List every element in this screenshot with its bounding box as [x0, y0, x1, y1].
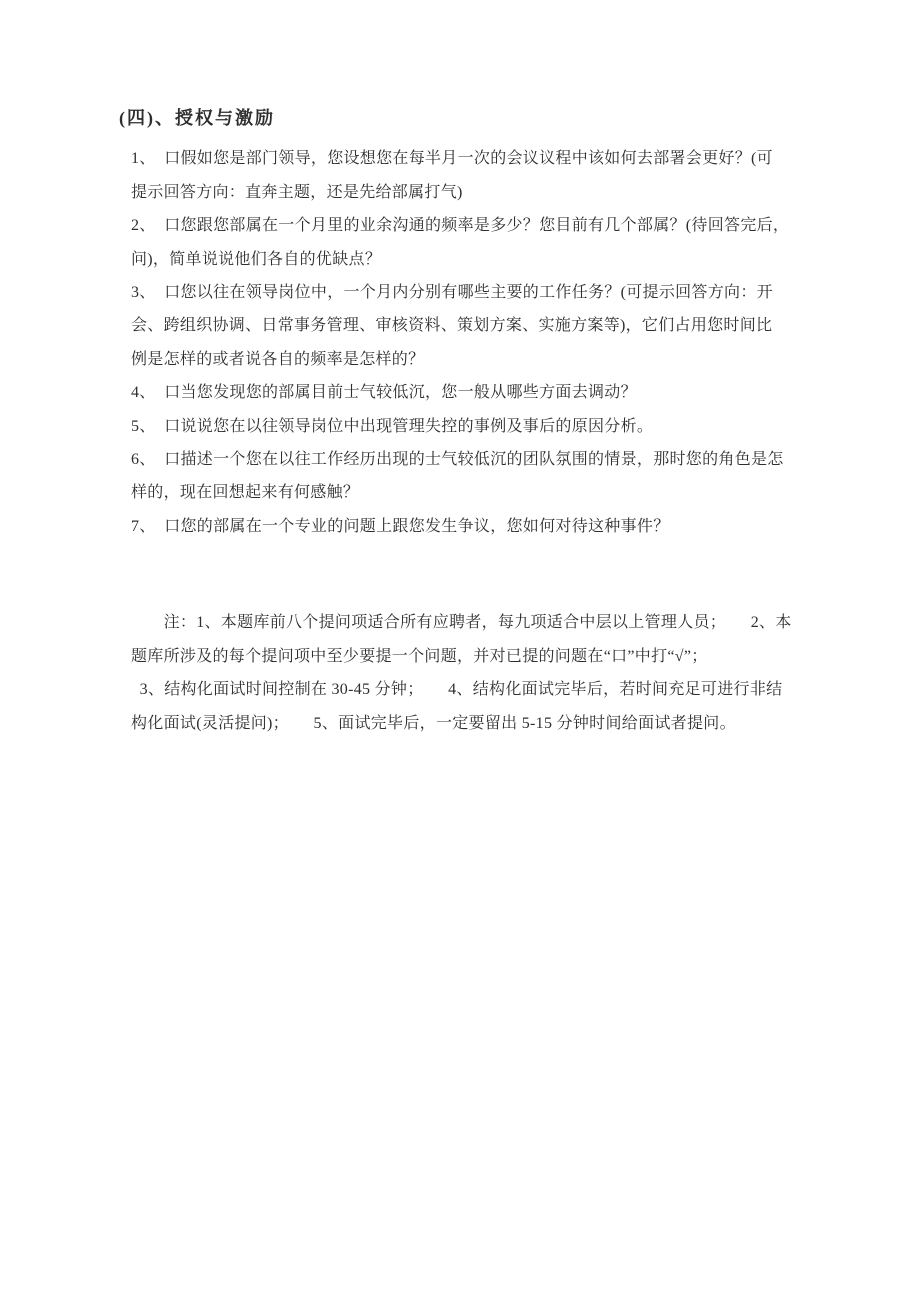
question-line: 3、 口您以往在领导岗位中，一个月内分别有哪些主要的工作任务？(可提示回答方向：开	[131, 284, 773, 302]
question-line: 样的，现在回想起来有何感触？	[131, 484, 360, 502]
notes-block	[131, 606, 802, 740]
section-heading: (四)、授权与激励	[119, 108, 275, 128]
question-line: 7、 口您的部属在一个专业的问题上跟您发生争议，您如何对待这种事件？	[131, 517, 670, 535]
question-line: 6、 口描述一个您在以往工作经历出现的士气较低沉的团队氛围的情景，那时您的角色是怎	[131, 451, 784, 469]
question-line: 会、跨组织协调、日常事务管理、审核资料、策划方案、实施方案等)，它们占用您时间比	[131, 317, 773, 335]
question-line: 1、 口假如您是部门领导，您设想您在每半月一次的会议议程中该如何去部署会更好？(可	[131, 150, 773, 168]
question-line: 提示回答方向：直奔主题，还是先给部属打气)	[131, 183, 463, 201]
question-list	[131, 142, 802, 543]
note-line: 3、结构化面试时间控制在 30-45 分钟； 4、结构化面试完毕后，若时间充足可进行非结	[131, 681, 783, 699]
question-line: 例是怎样的或者说各自的频率是怎样的？	[131, 350, 425, 368]
note-line: 构化面试(灵活提问)； 5、面试完毕后，一定要留出 5-15 分钟时间给面试者提问。	[131, 714, 736, 732]
note-line: 注：1、本题库前八个提问项适合所有应聘者，每九项适合中层以上管理人员； 2、本	[131, 614, 792, 632]
question-line: 2、 口您跟您部属在一个月里的业余沟通的频率是多少？您目前有几个部属？(待回答完后，	[131, 217, 790, 235]
question-line: 4、 口当您发现您的部属目前士气较低沉，您一般从哪些方面去调动？	[131, 384, 637, 402]
question-line: 5、 口说说您在以往领导岗位中出现管理失控的事例及事后的原因分析。	[131, 417, 654, 435]
note-line: 题库所涉及的每个提问项中至少要提一个问题，并对已提的问题在“口”中打“√”；	[131, 647, 708, 665]
question-line: 问)，简单说说他们各自的优缺点？	[131, 250, 382, 268]
